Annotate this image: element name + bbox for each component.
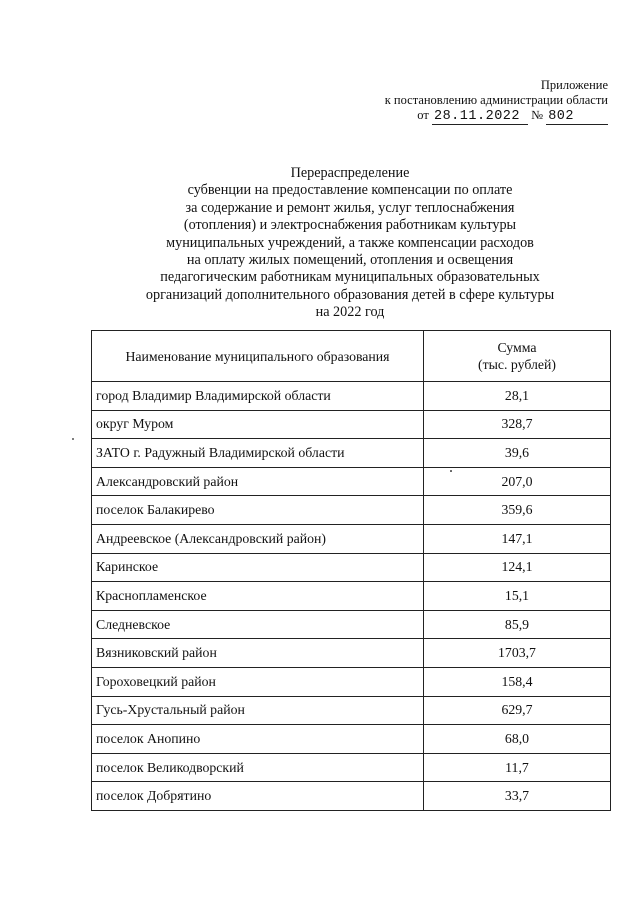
title-line: организаций дополнительного образования детей в сфере культуры [145,286,555,303]
municipality-name: округ Муром [92,410,424,439]
table-row [92,410,611,439]
title-line: за содержание и ремонт жилья, услуг теплоснабжения [185,199,515,216]
title-line: на оплату жилых помещений, отопления и освещения [186,252,514,269]
decree-date: 28.11.2022 [432,109,528,125]
title-line: на 2022 год [315,304,385,321]
table-row [92,582,611,611]
table-row [92,496,611,525]
subsidy-sum: 68,0 [424,725,611,754]
municipality-name: Вязниковский район [92,639,424,668]
header-sum [424,331,611,382]
table-row [92,439,611,468]
subsidy-sum: 207,0 [424,467,611,496]
header-sum-title: Сумма [497,340,537,355]
title-line: (отопления) и электроснабжения работникам культуры [183,217,517,234]
table-row [92,696,611,725]
municipality-name: Гороховецкий район [92,667,424,696]
header-municipality: Наименование муниципального образования [92,331,424,382]
number-sign: № [531,108,544,122]
document-title [90,165,610,322]
title-line: муниципальных учреждений, а также компенсации расходов [166,234,534,251]
appendix-header [308,78,608,124]
municipality-name: Каринское [92,553,424,582]
subsidy-sum: 28,1 [424,382,611,411]
municipality-name: Гусь-Хрустальный район [92,696,424,725]
scan-speck [72,438,74,440]
table-row [92,725,611,754]
title-line: Перераспределение [290,165,410,181]
subsidy-table [91,330,611,811]
subsidy-sum: 39,6 [424,439,611,468]
subsidy-sum: 85,9 [424,610,611,639]
subsidy-sum: 11,7 [424,753,611,782]
appendix-decree: к постановлению администрации области [384,93,608,107]
table-row [92,524,611,553]
subsidy-sum: 629,7 [424,696,611,725]
table-row [92,667,611,696]
municipality-name: Андреевское (Александровский район) [92,524,424,553]
appendix-date-row [308,108,608,124]
table-header-row [92,331,611,382]
municipality-name: Краснопламенское [92,582,424,611]
municipality-name: поселок Балакирево [92,496,424,525]
subsidy-sum: 147,1 [424,524,611,553]
table-row [92,467,611,496]
header-sum-unit: (тыс. рублей) [477,357,556,372]
municipality-name: город Владимир Владимирской области [92,382,424,411]
decree-number: 802 [546,109,608,125]
table-row [92,610,611,639]
municipality-name: ЗАТО г. Радужный Владимирской области [92,439,424,468]
table-row [92,639,611,668]
table-row [92,753,611,782]
subsidy-sum: 359,6 [424,496,611,525]
table-row [92,782,611,811]
subsidy-sum: 328,7 [424,410,611,439]
subsidy-sum: 15,1 [424,582,611,611]
municipality-name: Следневское [92,610,424,639]
subsidy-sum: 124,1 [424,553,611,582]
municipality-name: поселок Добрятино [92,782,424,811]
appendix-label: Приложение [540,78,608,92]
subsidy-sum: 158,4 [424,667,611,696]
scan-speck [450,470,452,472]
title-line: педагогическим работникам муниципальных образовательных [160,269,540,286]
title-line: субвенции на предоставление компенсации по оплате [187,182,513,199]
subsidy-sum: 33,7 [424,782,611,811]
date-prefix: от [417,108,429,122]
table-row [92,382,611,411]
municipality-name: Александровский район [92,467,424,496]
municipality-name: поселок Анопино [92,725,424,754]
municipality-name: поселок Великодворский [92,753,424,782]
subsidy-sum: 1703,7 [424,639,611,668]
table-row [92,553,611,582]
